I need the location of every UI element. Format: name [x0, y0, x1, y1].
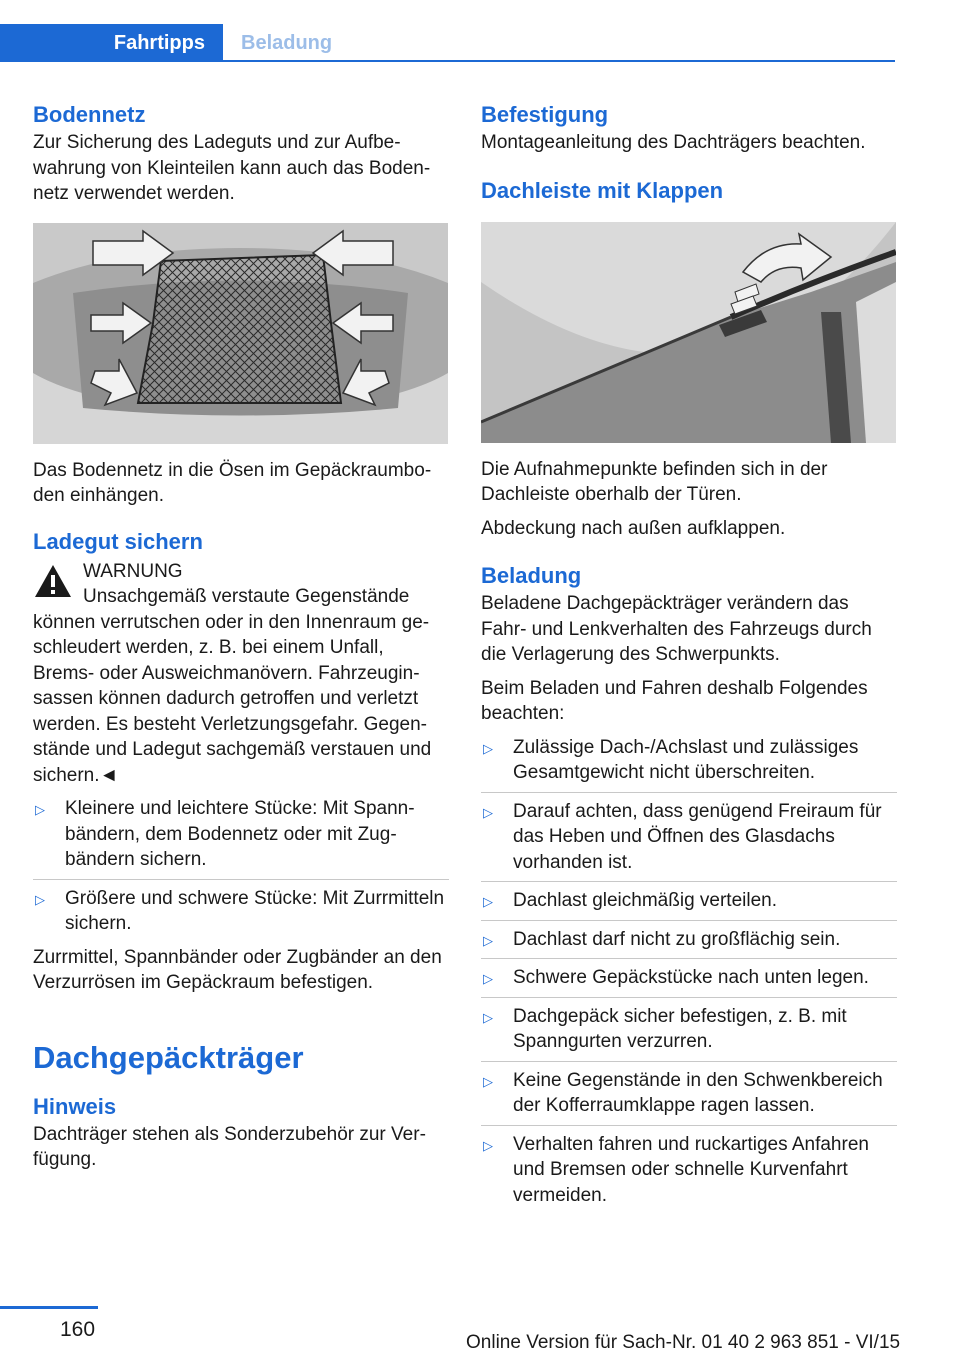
heading-befestigung: Befestigung: [481, 102, 609, 127]
triangle-right-outline-icon: ▷: [483, 1137, 493, 1153]
figure-bodennetz: [33, 223, 448, 444]
caption-bodennetz: Das Bodennetz in die Ösen im Gepäckraumboden einhängen.: [33, 459, 432, 506]
warning-triangle-icon: [33, 563, 73, 599]
list-item: ▷ Dachgepäck sicher befestigen, z. B. mit Spanngurten verzurren.: [481, 997, 897, 1055]
warning-text: Unsachgemäß verstaute Gegenstände können verrutschen oder in den Innenraum geschleudert werden, z. B. bei einem Unfall, Brems- oder Ausweichmanövern. Fahrzeuginsassen können dadurch getroffen und verletzt werden. Es besteht Verletzungsgefahr. Gegenstände und Ladegut sachgemäß verstauen und sichern.◄: [33, 586, 432, 786]
heading-dachleiste: Dachleiste mit Klappen: [481, 177, 724, 203]
header-divider: [0, 60, 895, 62]
list-item: ▷ Kleinere und leichtere Stücke: Mit Spannbändern, dem Bodennetz oder mit Zugbändern sichern.: [35, 798, 415, 870]
triangle-right-outline-icon: ▷: [483, 1073, 493, 1089]
text-aufnahme: Die Aufnahmepunkte befinden sich in der Dachleiste oberhalb der Türen.: [481, 458, 828, 505]
triangle-right-outline-icon: ▷: [35, 802, 45, 817]
footer-divider: [0, 1306, 98, 1309]
list-item: ▷ Dachlast darf nicht zu großflächig sein.: [481, 920, 897, 953]
heading-beladung: Beladung: [481, 563, 582, 588]
right-column: [481, 100, 897, 1208]
text-abdeckung: Abdeckung nach außen aufklappen.: [481, 517, 786, 539]
tab-beladung[interactable]: Beladung: [241, 32, 333, 54]
list-item: ▷ Verhalten fahren und ruckartiges Anfahren und Bremsen oder schnelle Kurvenfahrt vermeiden.: [481, 1125, 897, 1209]
footer-online-version: Online Version für Sach-Nr. 01 40 2 963 851 - VI/15: [466, 1332, 901, 1353]
list-item: ▷ Dachlast gleichmäßig verteilen.: [481, 881, 897, 914]
list-item: ▷ Zulässige Dach-/Achslast und zulässiges Gesamtgewicht nicht überschreiten.: [483, 736, 859, 783]
header-tabbar: [0, 24, 895, 62]
roof-rail-illustration: [481, 222, 896, 443]
text-zurrmittel: Zurrmittel, Spannbänder oder Zugbänder an den Verzurrösen im Gepäckraum befestigen.: [33, 946, 442, 993]
warning-title: WARNUNG: [83, 560, 183, 582]
heading-dachgepaecktraeger: Dachgepäckträger: [33, 1039, 304, 1075]
heading-ladegut: Ladegut sichern: [33, 528, 203, 554]
page-number: 160: [60, 1318, 96, 1341]
bullet-list-beladung: [481, 735, 897, 1209]
heading-bodennetz: Bodennetz: [33, 102, 146, 127]
list-item: ▷ Schwere Gepäckstücke nach unten legen.: [481, 958, 897, 991]
text-bodennetz: Zur Sicherung des Ladeguts und zur Aufbewahrung von Kleinteilen kann auch das Bodennetz verwendet werden.: [33, 132, 431, 204]
triangle-right-outline-icon: ▷: [483, 804, 493, 820]
triangle-right-outline-icon: ▷: [483, 1009, 493, 1025]
list-item: ▷ Darauf achten, dass genügend Freiraum für das Heben und Öffnen des Glasdachs vorhanden ist.: [481, 792, 897, 876]
bullet-list-ladegut: [33, 796, 449, 937]
tab-fahrtipps[interactable]: Fahrtipps: [0, 24, 223, 62]
heading-hinweis: Hinweis: [33, 1093, 117, 1119]
figure-dachleiste: [481, 222, 896, 443]
luggage-net-illustration: [33, 223, 448, 444]
triangle-right-outline-icon: ▷: [483, 740, 493, 756]
text-beladung-1: Beladene Dachgepäckträger verändern das Fahr- und Lenkverhalten des Fahrzeugs durch die Verlagerung des Schwerpunkts.: [481, 593, 872, 665]
text-beladung-2: Beim Beladen und Fahren deshalb Folgendes beachten:: [481, 677, 868, 724]
list-item: ▷ Größere und schwere Stücke: Mit Zurrmitteln sichern.: [33, 879, 449, 937]
list-item: ▷ Keine Gegenstände in den Schwenkbereich der Kofferraumklappe ragen lassen.: [481, 1061, 897, 1119]
triangle-right-outline-icon: ▷: [483, 971, 493, 986]
text-hinweis: Dachträger stehen als Sonderzubehör zur Verfügung.: [33, 1123, 426, 1170]
warning-block: [33, 559, 449, 585]
text-befestigung: Montageanleitung des Dachträgers beachten.: [481, 132, 866, 153]
triangle-right-outline-icon: ▷: [483, 894, 493, 909]
triangle-right-outline-icon: ▷: [35, 891, 45, 907]
triangle-right-outline-icon: ▷: [483, 932, 493, 948]
left-column: [33, 100, 449, 1173]
